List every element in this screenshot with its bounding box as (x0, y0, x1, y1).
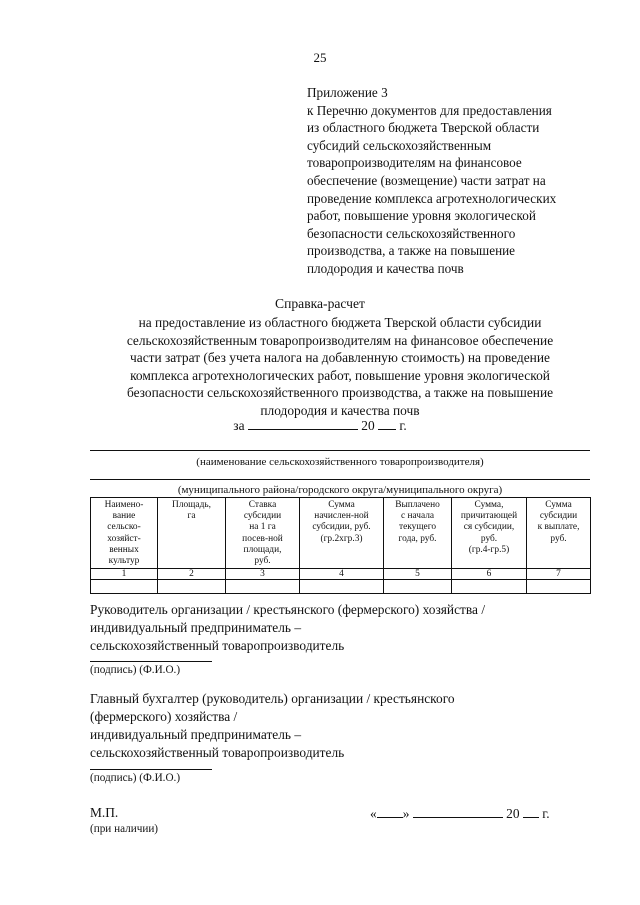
accountant-title-line: (фермерского) хозяйства / (90, 709, 238, 724)
column-number: 4 (300, 569, 384, 580)
period-prefix: за (233, 418, 245, 433)
period-year-blank[interactable] (378, 417, 396, 430)
document-title: Справка-расчет (275, 296, 365, 311)
date-year: 20 (506, 806, 520, 821)
appendix-block (307, 84, 607, 278)
accountant-signature-block (90, 690, 455, 762)
date-close-quote: » (402, 806, 410, 821)
column-number: 3 (226, 569, 300, 580)
subtitle-line: безопасности сельскохозяйственного производства, а также на повышение (126, 385, 554, 400)
appendix-line: проведение комплекса агротехнологических (307, 190, 557, 206)
signature-date (370, 805, 550, 822)
subtitle-line: комплекса агротехнологических работ, повышение уровня экологической (130, 367, 550, 383)
accountant-title-line: сельскохозяйственный товаропроизводитель (90, 745, 345, 760)
district-caption: (муниципального района/городского округа/муниципального округа) (177, 484, 503, 496)
subtitle-line: плодородия и качества почв (260, 402, 420, 418)
head-signature-line[interactable] (90, 661, 212, 662)
header-area: Площадь, га (158, 498, 226, 569)
period-year: 20 (361, 418, 375, 433)
head-title-line: Руководитель организации / крестьянского (фермерского) хозяйства / (90, 602, 486, 617)
table-cell[interactable] (527, 580, 591, 594)
table-row (91, 580, 591, 594)
column-number: 5 (384, 569, 452, 580)
head-title-line: сельскохозяйственный товаропроизводитель (90, 638, 345, 653)
accountant-signature-line[interactable] (90, 769, 212, 770)
head-signature-note: (подпись) (Ф.И.О.) (90, 664, 181, 676)
appendix-line: субсидий сельскохозяйственным (307, 137, 492, 153)
stamp-note: (при наличии) (90, 823, 159, 835)
period-suffix: г. (399, 418, 407, 433)
subtitle-line: на предоставление из областного бюджета Тверской области субсидии (138, 315, 542, 330)
date-year-blank[interactable] (523, 805, 539, 818)
header-paid: Выплачено с начала текущего года, руб. (384, 498, 452, 569)
document-subtitle (100, 314, 580, 419)
subtitle-line: части затрат (без учета налога на добавленную стоимость) на проведение (130, 350, 550, 365)
table-cell[interactable] (226, 580, 300, 594)
header-crops: Наимено- вание сельско- хозяйст- венных культур (91, 498, 158, 569)
column-number: 7 (527, 569, 591, 580)
date-day-blank[interactable] (377, 805, 403, 818)
date-month-blank[interactable] (413, 805, 503, 818)
head-signature-block (90, 601, 485, 655)
head-title-line: индивидуальный предприниматель – (90, 620, 302, 635)
table-header-row (91, 498, 591, 569)
header-rate: Ставка субсидии на 1 га посев-ной площади, руб. (226, 498, 300, 569)
stamp-label: М.П. (90, 805, 119, 820)
appendix-line: из областного бюджета Тверской области (307, 120, 540, 136)
producer-line[interactable] (90, 450, 590, 451)
table-cell[interactable] (158, 580, 226, 594)
appendix-line: товаропроизводителям на финансовое (307, 155, 522, 171)
date-suffix: г. (542, 806, 550, 821)
producer-caption: (наименование сельскохозяйственного товаропроизводителя) (196, 456, 484, 468)
appendix-line: к Перечню документов для предоставления (307, 102, 552, 118)
accountant-title-line: Главный бухгалтер (руководитель) организации / крестьянского (90, 691, 455, 706)
header-due: Сумма, причитающей ся субсидии, руб. (гр.4-гр.5) (452, 498, 527, 569)
district-line[interactable] (90, 479, 590, 480)
appendix-line: безопасности сельскохозяйственного (307, 225, 516, 241)
appendix-line: производства, а также на повышение (307, 243, 516, 259)
table-cell[interactable] (384, 580, 452, 594)
column-number: 1 (91, 569, 158, 580)
table-cell[interactable] (91, 580, 158, 594)
calculation-table (90, 497, 591, 594)
table-number-row (91, 569, 591, 580)
page-number: 25 (313, 50, 327, 65)
appendix-line: работ, повышение уровня экологической (307, 208, 536, 224)
table-cell[interactable] (452, 580, 527, 594)
period-blank[interactable] (248, 417, 358, 430)
reporting-period (0, 417, 640, 434)
header-accrued: Сумма начислен-ной субсидии, руб. (гр.2хгр.3) (300, 498, 384, 569)
appendix-line: плодородия и качества почв (307, 260, 464, 276)
subtitle-line: сельскохозяйственным товаропроизводителям на финансовое обеспечение (126, 332, 554, 348)
accountant-signature-note: (подпись) (Ф.И.О.) (90, 772, 181, 784)
appendix-line: обеспечение (возмещение) части затрат на (307, 172, 546, 188)
header-payable: Сумма субсидии к выплате, руб. (527, 498, 591, 569)
column-number: 6 (452, 569, 527, 580)
column-number: 2 (158, 569, 226, 580)
appendix-title: Приложение 3 (307, 85, 388, 100)
date-open-quote: « (370, 806, 377, 821)
accountant-title-line: индивидуальный предприниматель – (90, 727, 302, 742)
table-cell[interactable] (300, 580, 384, 594)
